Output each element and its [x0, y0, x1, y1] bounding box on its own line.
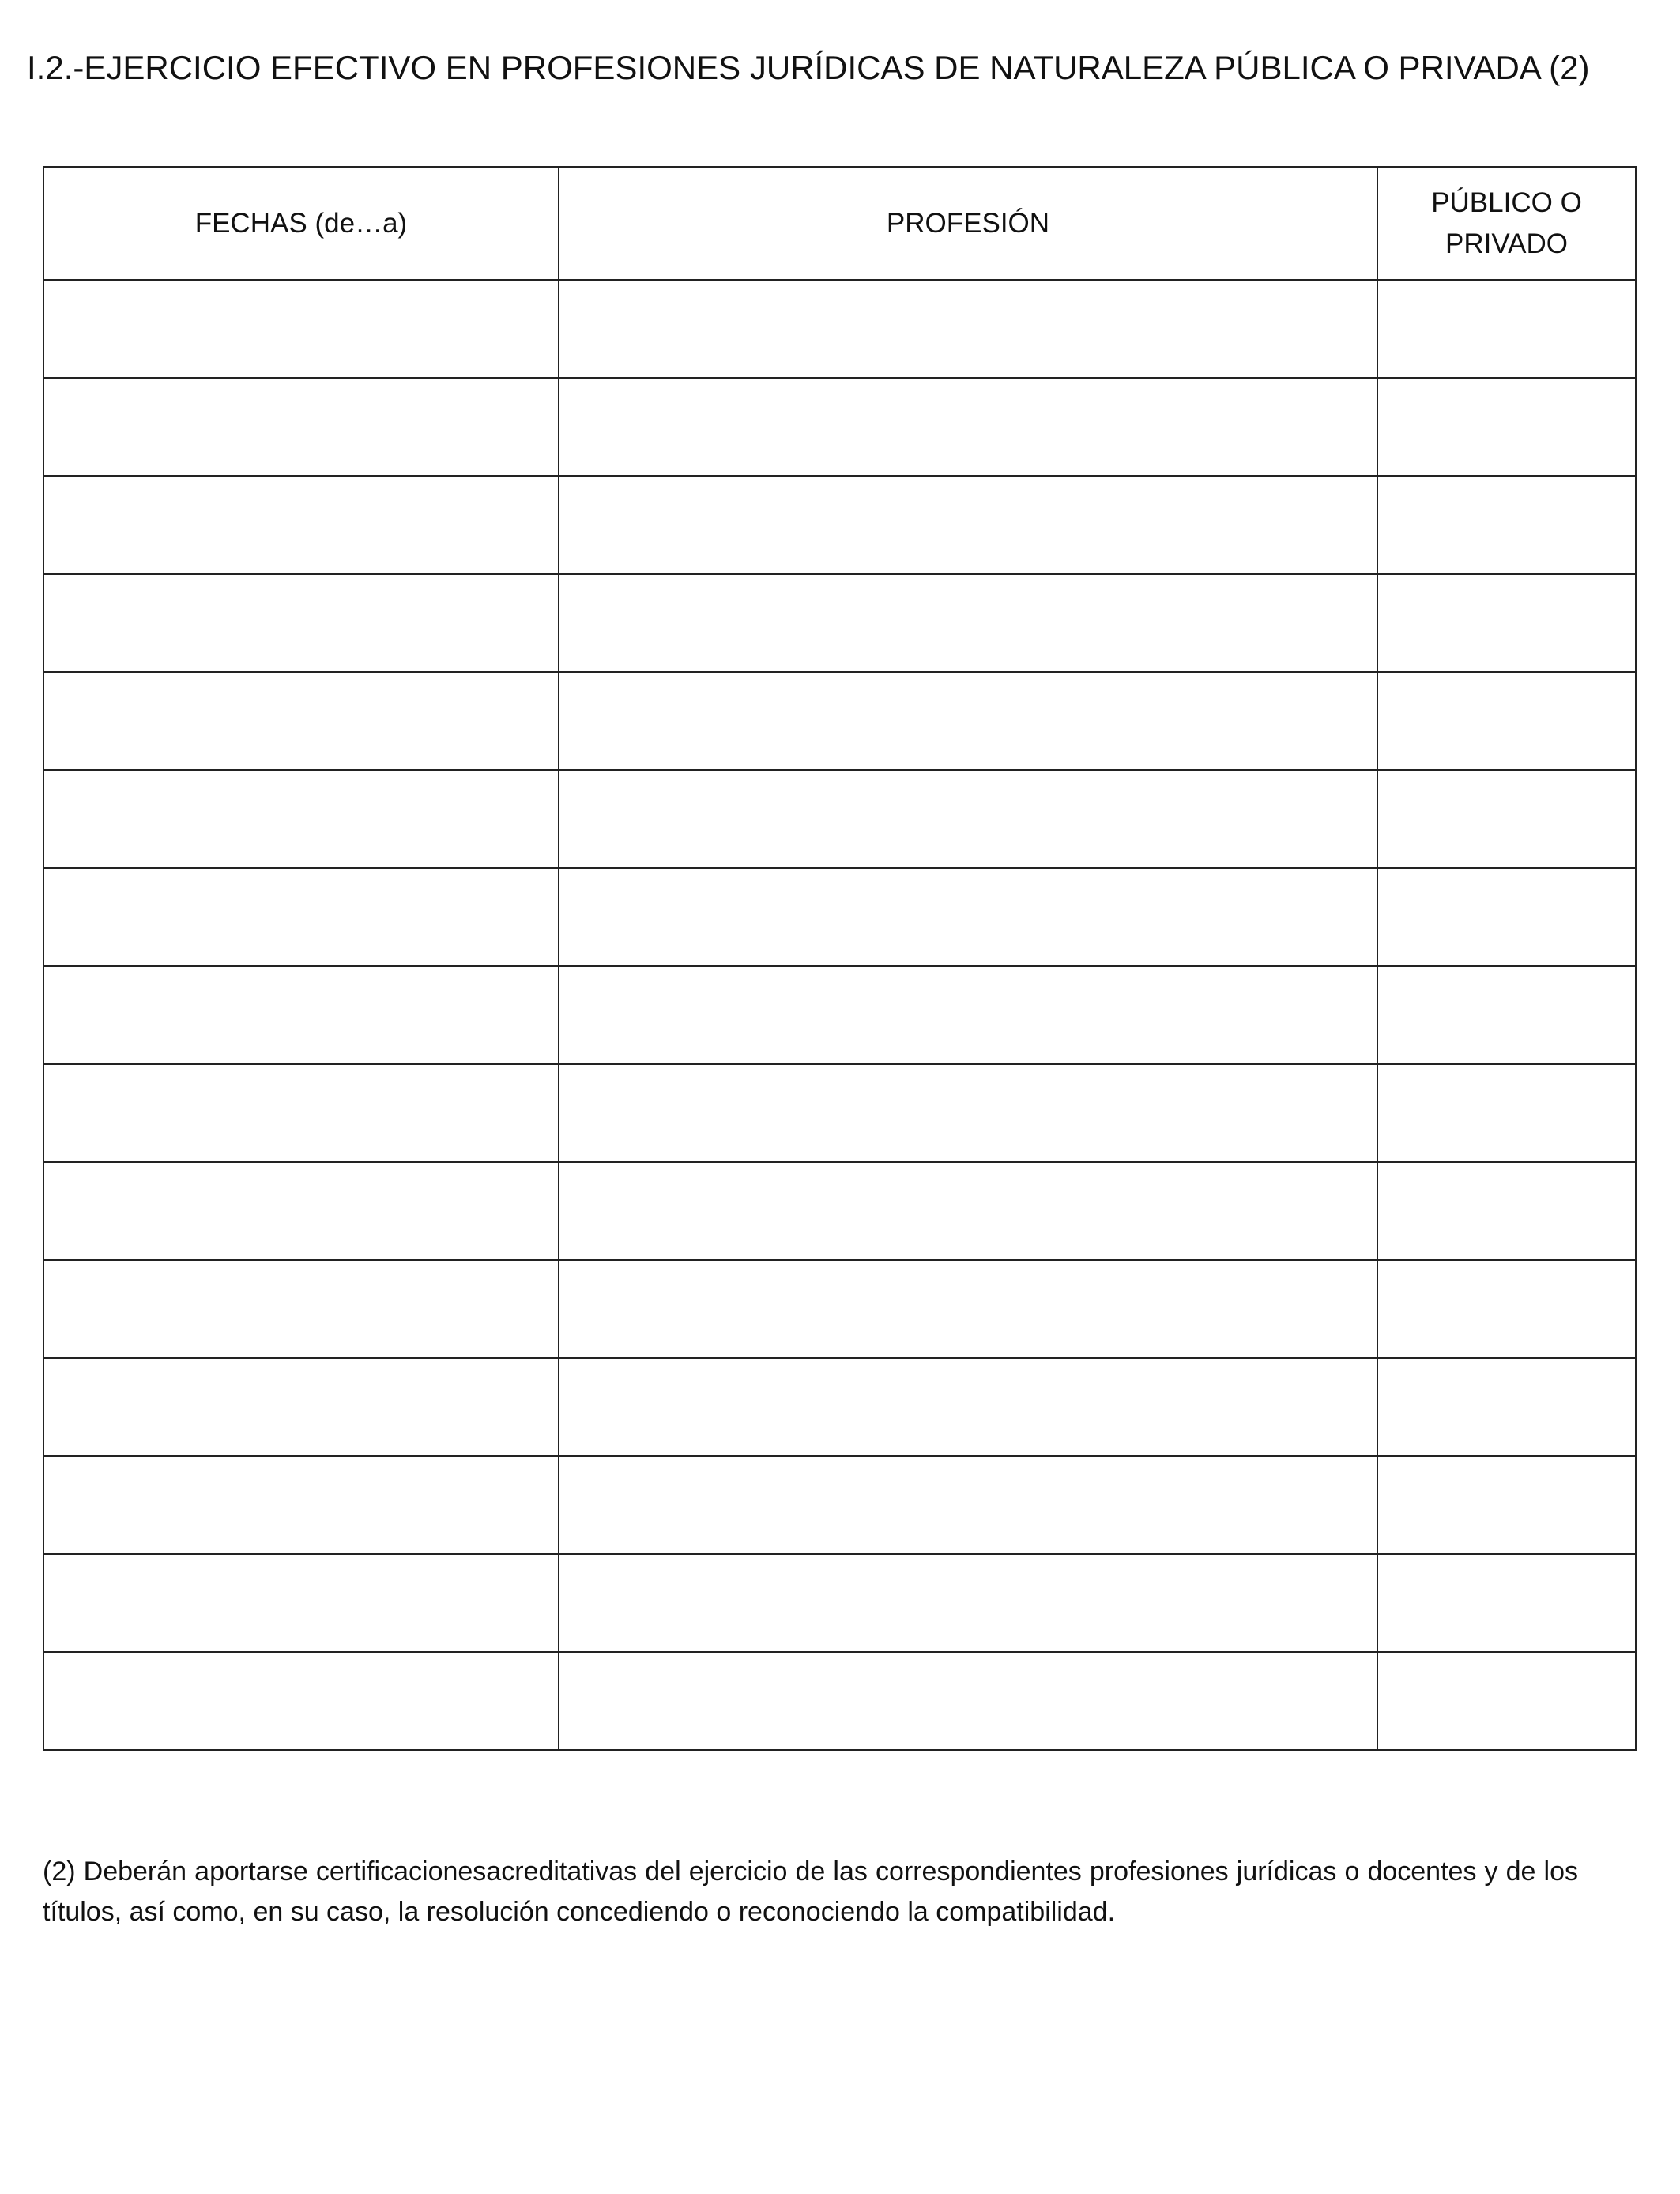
cell-profesion[interactable]: [559, 1456, 1377, 1554]
cell-fechas[interactable]: [43, 378, 559, 476]
profesiones-table: [43, 166, 1637, 1751]
cell-profesion[interactable]: [559, 378, 1377, 476]
table-row: [43, 574, 1636, 672]
cell-fechas[interactable]: [43, 672, 559, 770]
table-row: [43, 868, 1636, 966]
table-row: [43, 1064, 1636, 1162]
cell-fechas[interactable]: [43, 770, 559, 868]
page-title: I.2.-EJERCICIO EFECTIVO EN PROFESIONES JURÍDICAS DE NATURALEZA PÚBLICA O PRIVADA (2): [27, 49, 1590, 86]
cell-fechas[interactable]: [43, 1162, 559, 1260]
cell-profesion[interactable]: [559, 1162, 1377, 1260]
cell-profesion[interactable]: [559, 770, 1377, 868]
table-body: [43, 280, 1636, 1750]
cell-profesion[interactable]: [559, 1260, 1377, 1358]
cell-publico-privado[interactable]: [1377, 868, 1636, 966]
cell-profesion[interactable]: [559, 1358, 1377, 1456]
cell-fechas[interactable]: [43, 966, 559, 1064]
cell-publico-privado[interactable]: [1377, 672, 1636, 770]
table-row: [43, 1554, 1636, 1652]
cell-fechas[interactable]: [43, 1064, 559, 1162]
cell-fechas[interactable]: [43, 1260, 559, 1358]
header-fechas: FECHAS (de…a): [43, 167, 559, 280]
cell-fechas[interactable]: [43, 1652, 559, 1750]
table-row: [43, 1358, 1636, 1456]
cell-profesion[interactable]: [559, 476, 1377, 574]
table-row: [43, 770, 1636, 868]
cell-profesion[interactable]: [559, 574, 1377, 672]
cell-publico-privado[interactable]: [1377, 476, 1636, 574]
cell-publico-privado[interactable]: [1377, 966, 1636, 1064]
footnote: (2) Deberán aportarse certificacionesacreditativas del ejercicio de las correspondientes profesiones jurídicas o docentes y de los títulos, así como, en su caso, la resolución concediendo o reconociendo la compatibilidad.: [43, 1857, 1578, 1927]
table-row: [43, 378, 1636, 476]
cell-fechas[interactable]: [43, 1554, 559, 1652]
cell-publico-privado[interactable]: [1377, 1358, 1636, 1456]
cell-publico-privado[interactable]: [1377, 574, 1636, 672]
table-row: [43, 1162, 1636, 1260]
cell-profesion[interactable]: [559, 1652, 1377, 1750]
cell-publico-privado[interactable]: [1377, 1554, 1636, 1652]
header-publico-line2: PRIVADO: [1445, 228, 1568, 259]
table-row: [43, 672, 1636, 770]
header-publico-line1: PÚBLICO O: [1431, 187, 1582, 218]
cell-profesion[interactable]: [559, 1554, 1377, 1652]
cell-fechas[interactable]: [43, 868, 559, 966]
cell-profesion[interactable]: [559, 280, 1377, 378]
cell-fechas[interactable]: [43, 574, 559, 672]
cell-fechas[interactable]: [43, 1456, 559, 1554]
table-row: [43, 1260, 1636, 1358]
header-profesion: PROFESIÓN: [559, 167, 1377, 280]
cell-profesion[interactable]: [559, 1064, 1377, 1162]
header-publico-privado: [1377, 167, 1636, 280]
cell-publico-privado[interactable]: [1377, 1162, 1636, 1260]
table-row: [43, 966, 1636, 1064]
cell-publico-privado[interactable]: [1377, 1652, 1636, 1750]
table-row: [43, 476, 1636, 574]
table-row: [43, 1456, 1636, 1554]
cell-fechas[interactable]: [43, 280, 559, 378]
table-header-row: [43, 167, 1636, 280]
table-row: [43, 1652, 1636, 1750]
cell-publico-privado[interactable]: [1377, 1260, 1636, 1358]
cell-fechas[interactable]: [43, 476, 559, 574]
cell-profesion[interactable]: [559, 672, 1377, 770]
cell-publico-privado[interactable]: [1377, 1456, 1636, 1554]
table-row: [43, 280, 1636, 378]
cell-publico-privado[interactable]: [1377, 1064, 1636, 1162]
cell-profesion[interactable]: [559, 868, 1377, 966]
cell-profesion[interactable]: [559, 966, 1377, 1064]
cell-fechas[interactable]: [43, 1358, 559, 1456]
cell-publico-privado[interactable]: [1377, 378, 1636, 476]
cell-publico-privado[interactable]: [1377, 280, 1636, 378]
cell-publico-privado[interactable]: [1377, 770, 1636, 868]
